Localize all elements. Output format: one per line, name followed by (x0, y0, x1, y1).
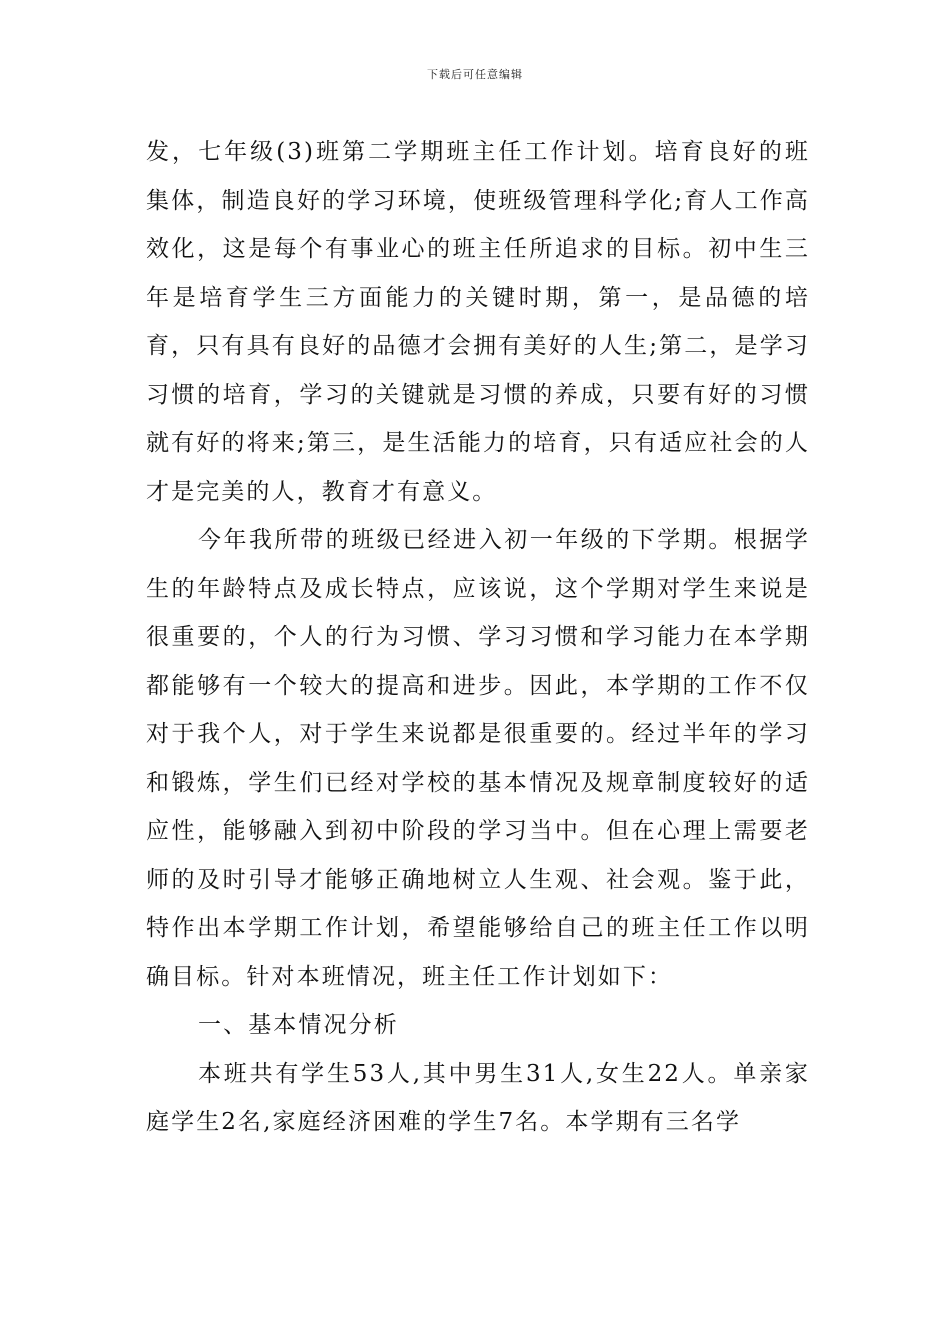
page-header: 下载后可任意编辑 (427, 68, 523, 81)
paragraph-intro: 发，七年级(3)班第二学期班主任工作计划。培育良好的班集体，制造良好的学习环境，使班级管理科学化;育人工作高效化，这是每个有事业心的班主任所追求的目标。初中生三年是培育学生三方面能力的关键时期，第一，是品德的培育，只有具有良好的品德才会拥有美好的人生;第二，是学习习惯的培育，学习的关键就是习惯的养成，只要有好的习惯就有好的将来;第三，是生活能力的培育，只有适应社会的人才是完美的人，教育才有意义。 (146, 139, 810, 505)
paragraph-semester-overview: 今年我所带的班级已经进入初一年级的下学期。根据学生的年龄特点及成长特点，应该说，这个学期对学生来说是很重要的，个人的行为习惯、学习习惯和学习能力在本学期都能够有一个较大的提高和进步。因此，本学期的工作不仅对于我个人，对于学生来说都是很重要的。经过半年的学习和锻炼，学生们已经对学校的基本情况及规章制度较好的适应性，能够融入到初中阶段的学习当中。但在心理上需要老师的及时引导才能够正确地树立人生观、社会观。鉴于此，特作出本学期工作计划，希望能够给自己的班主任工作以明确目标。针对本班情况，班主任工作计划如下： (146, 527, 810, 990)
paragraph-class-statistics: 本班共有学生53人,其中男生31人,女生22人。单亲家庭学生2名,家庭经济困难的学生7名。本学期有三名学 (146, 1060, 810, 1135)
section-heading-basic-analysis: 一、基本情况分析 (198, 1012, 399, 1038)
document-body (146, 128, 810, 1147)
